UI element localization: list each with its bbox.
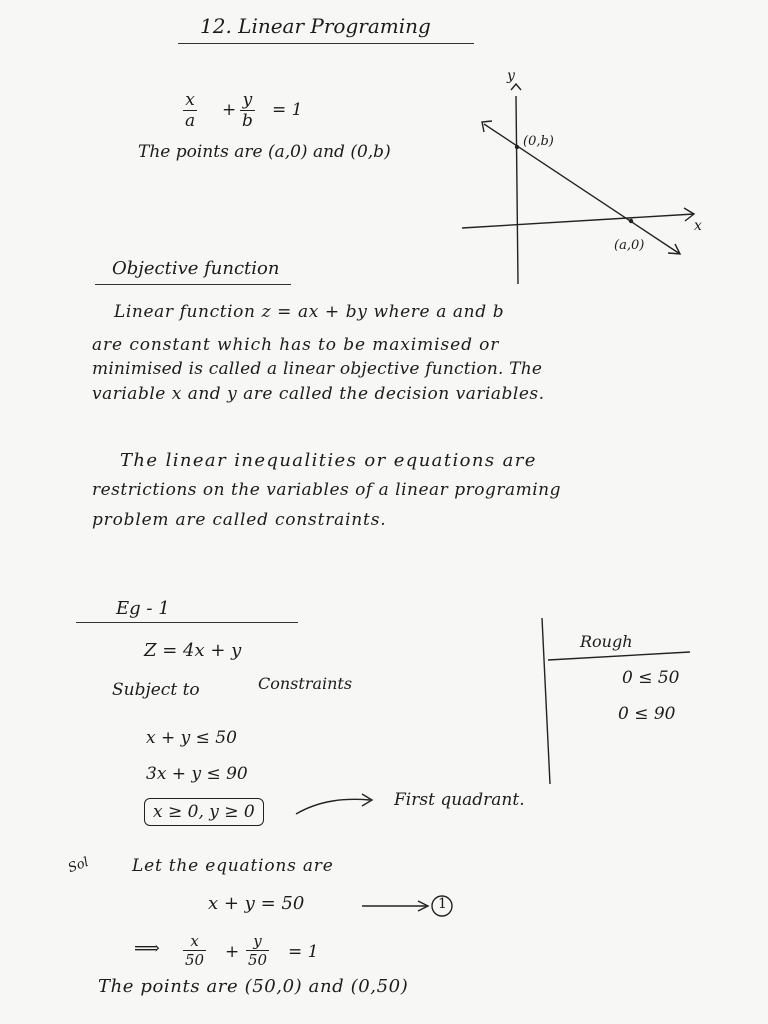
graph-x-axis-label: x <box>694 218 702 234</box>
constraints-def-line-3: problem are called constraints. <box>92 510 387 530</box>
objective-function-heading: Objective function <box>112 258 280 279</box>
equation-1: x + y = 50 <box>208 893 305 914</box>
rough-line-1: 0 ≤ 50 <box>622 668 680 688</box>
plus-sign: + <box>222 100 237 120</box>
fraction-y-over-50: $\frac{y}{50}$ <box>248 932 268 969</box>
graph-x-intercept-label: (a,0) <box>614 238 645 253</box>
example-heading: Eg - 1 <box>116 598 170 619</box>
page-title: 12. Linear Programing <box>200 14 431 38</box>
example-points-text: The points are (50,0) and (0,50) <box>98 976 409 997</box>
rough-line-2: 0 ≤ 90 <box>618 704 676 724</box>
constraints-word: Constraints <box>258 674 353 693</box>
graph-y-intercept-label: (0,b) <box>523 134 554 149</box>
objective-line-1: Linear function z = ax + by where a and b <box>114 302 505 322</box>
subject-to-text: Subject to <box>112 680 200 700</box>
fraction-x-over-a: $\frac{x}{a}$ <box>185 90 196 131</box>
constraint-3-boxed: x ≥ 0, y ≥ 0 <box>144 798 264 826</box>
constraints-def-line-2: restrictions on the variables of a linear programing <box>92 480 561 500</box>
constraint-1: x + y ≤ 50 <box>146 728 237 748</box>
first-quadrant-note: First quadrant. <box>394 790 525 810</box>
fraction-y-over-b: $\frac{y}{b}$ <box>242 90 253 131</box>
constraints-def-line-1: The linear inequalities or equations are <box>120 450 537 471</box>
implies-symbol: ⟹ <box>134 938 160 959</box>
fraction-rhs: = 1 <box>288 942 319 962</box>
objective-line-3: minimised is called a linear objective function. The <box>92 359 543 379</box>
solution-label: Sol <box>66 854 91 877</box>
constraint-2: 3x + y ≤ 90 <box>146 764 248 784</box>
objective-line-2: are constant which has to be maximised or <box>92 335 500 355</box>
equation-rhs: = 1 <box>272 100 303 120</box>
objective-line-4: variable x and y are called the decision variables. <box>92 384 545 404</box>
intercept-points-text: The points are (a,0) and (0,b) <box>138 142 391 162</box>
graph-y-axis-label: y <box>507 68 515 84</box>
fraction-plus-sign: + <box>225 942 240 962</box>
rough-label: Rough <box>580 632 633 651</box>
fraction-x-over-50: $\frac{x}{50}$ <box>185 932 205 969</box>
let-equations-text: Let the equations are <box>132 856 334 876</box>
example-objective: Z = 4x + y <box>144 640 242 661</box>
equation-1-tag: 1 <box>438 896 447 912</box>
